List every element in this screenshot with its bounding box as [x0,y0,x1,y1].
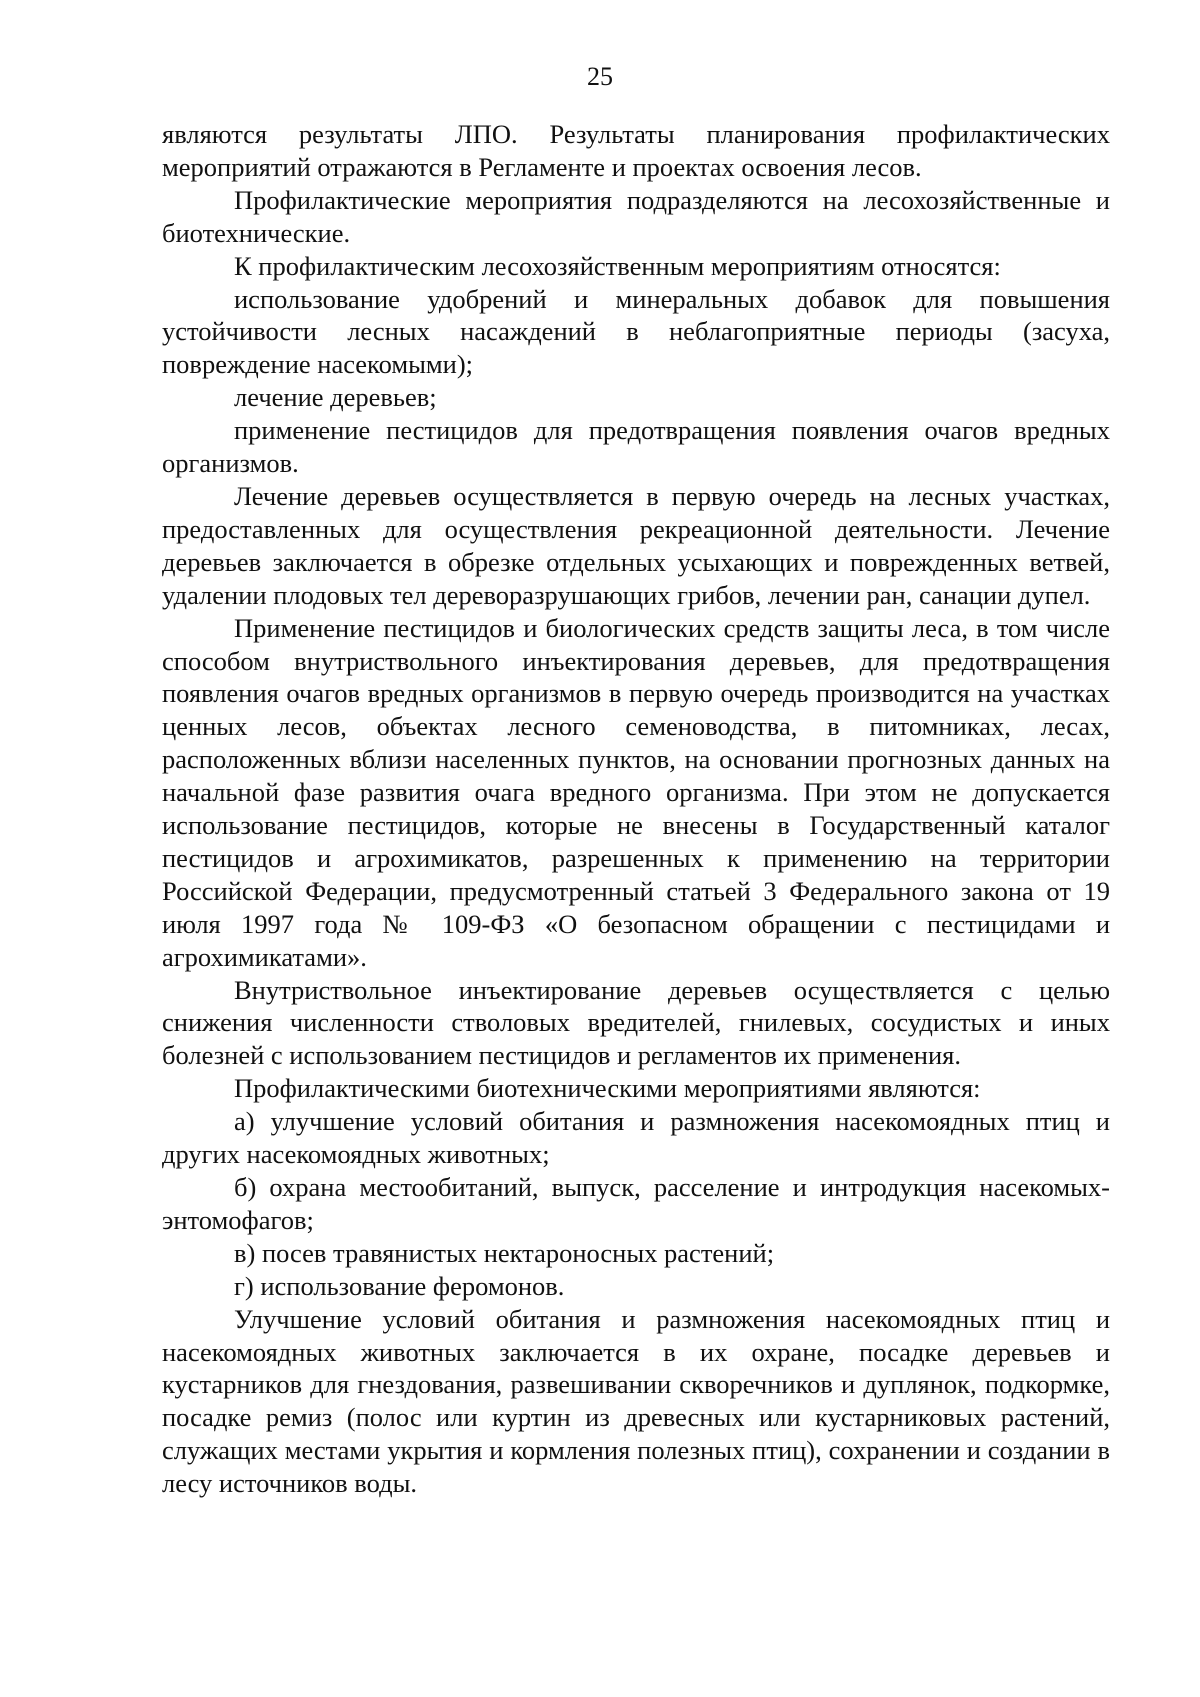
paragraph-biotechnical-intro: Профилактическими биотехническими мероприятиями являются: [234,1073,981,1104]
body-text [162,118,1110,1500]
list-item-tree-treatment: лечение деревьев; [234,382,437,413]
paragraph-forestry-measures-intro: К профилактическим лесохозяйственным мероприятиям относятся: [234,250,1001,281]
paragraph-tree-treatment: Лечение деревьев осуществляется в первую очередь на лесных участках, предоставленных для осуществления рекреационной деятельности. Лечение деревьев заключается в обрезке отдельных усыхающих и поврежденных ветвей, удалении плодовых тел дереворазрушающих грибов, лечении ран, санации дупел. [162,480,1110,610]
list-item-pesticides: применение пестицидов для предотвращения появления очагов вредных организмов. [162,415,1110,479]
list-item-fertilizers: использование удобрений и минеральных добавок для повышения устойчивости лесных насаждений в неблагоприятные периоды (засуха, повреждение насекомыми); [162,283,1110,380]
page-number: 25 [587,62,613,91]
list-item-g: г) использование феромонов. [234,1270,565,1301]
list-item-a: а) улучшение условий обитания и размножения насекомоядных птиц и других насекомоядных животных; [162,1106,1110,1170]
list-item-b: б) охрана местообитаний, выпуск, расселение и интродукция насекомых-энтомофагов; [162,1172,1110,1235]
paragraph-pesticide-application: Применение пестицидов и биологических средств защиты леса, в том числе способом внутриствольного инъектирования деревьев, для предотвращения появления очагов вредных организмов в первую очередь производится на участках ценных лесов, объектах лесного семеноводства, в питомниках, лесах, расположенных вблизи населенных пунктов, на основании прогнозных данных на начальной фазе развития очага вредного организма. При этом не допускается использование пестицидов, которые не внесены в Государственный каталог пестицидов и агрохимикатов, разрешенных к применению на территории Российской Федерации, предусмотренный статьей 3 Федерального закона от 19 июля 1997 года № 109-ФЗ «О безопасном обращении с пестицидами и агрохимикатами». [162,612,1110,972]
paragraph-habitat-improvement: Улучшение условий обитания и размножения насекомоядных птиц и насекомоядных животных заключается в их охране, посадке деревьев и кустарников для гнездования, развешивании скворечников и дуплянок, подкормке, посадке ремиз (полос или куртин из древесных или кустарниковых растений, служащих местами укрытия и кормления полезных птиц), сохранении и создании в лесу источников воды. [162,1303,1110,1499]
list-item-v: в) посев травянистых нектароносных растений; [234,1237,775,1268]
paragraph-stem-injection: Внутриствольное инъектирование деревьев осуществляется с целью снижения численности стволовых вредителей, гнилевых, сосудистых и иных болезней с использованием пестицидов и регламентов их применения. [162,974,1110,1071]
paragraph-continuation: являются результаты ЛПО. Результаты планирования профилактических мероприятий отражаются в Регламенте и проектах освоения лесов. [162,119,1110,182]
paragraph-measures-types: Профилактические мероприятия подразделяются на лесохозяйственные и биотехнические. [162,184,1110,248]
